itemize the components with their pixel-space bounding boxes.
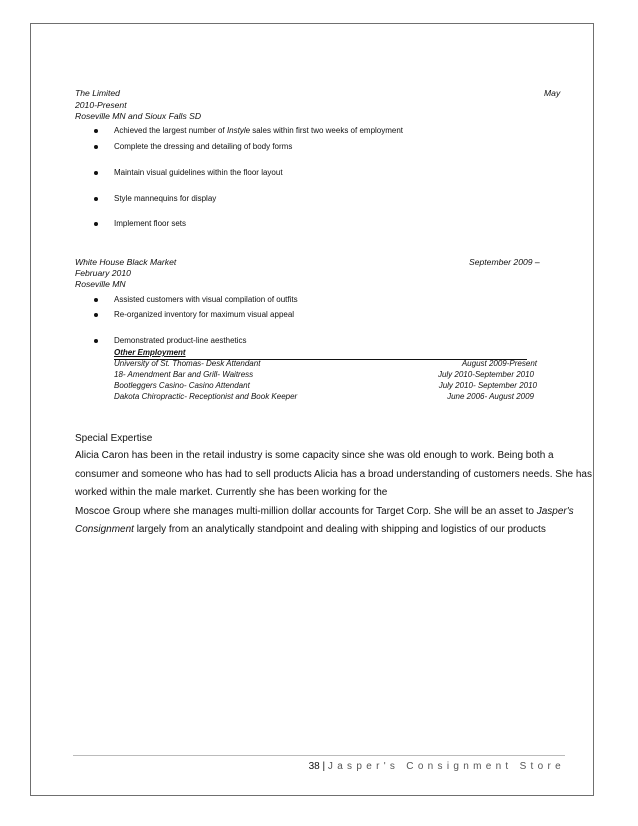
- special-line-3: worked within the male market. Currently she has been working for the: [75, 487, 388, 498]
- store-name: Jasper's Consignment Store: [327, 761, 565, 772]
- job1-bullet-3: Maintain visual guidelines within the floor layout: [114, 168, 283, 177]
- job2-employer: White House Black Market: [75, 257, 177, 267]
- oe-dates: June 2006- August 2009: [447, 392, 534, 401]
- special-line-5: Consignment largely from an analytically standpoint and dealing with shipping and logistics of our products: [75, 524, 546, 535]
- special-line-4: Moscoe Group where she manages multi-million dollar accounts for Target Corp. She will be an asset to Jasper's: [75, 506, 574, 517]
- bullet-icon: [94, 171, 98, 175]
- oe-role: Dakota Chiropractic- Receptionist and Book Keeper: [114, 392, 298, 401]
- other-employment-row: [114, 359, 537, 368]
- oe-dates: July 2010- September 2010: [438, 381, 537, 390]
- footer-separator: |: [322, 761, 326, 772]
- job2-date-end: February 2010: [75, 268, 131, 278]
- other-employment-row: [114, 370, 534, 379]
- other-employment-heading: Other Employment: [114, 348, 186, 357]
- oe-role: 18- Amendment Bar and Grill- Waitress: [114, 370, 254, 379]
- job1-location: Roseville MN and Sioux Falls SD: [75, 111, 202, 121]
- page-border: [30, 23, 594, 796]
- bullet-icon: [94, 129, 98, 133]
- other-employment-row: [114, 381, 537, 390]
- bullet-icon: [94, 197, 98, 201]
- special-line-2: consumer and someone who has had to sell products Alicia has a broad understanding of customers needs. She has: [75, 469, 592, 480]
- job1-bullet-4: Style mannequins for display: [114, 194, 217, 203]
- footer-rule: [73, 755, 565, 756]
- oe-dates: August 2009-Present: [461, 359, 537, 368]
- bullet-icon: [94, 298, 98, 302]
- page-footer: [309, 761, 565, 772]
- job2-date-start: September 2009 –: [469, 257, 540, 267]
- job1-date-start: May: [544, 88, 561, 98]
- job1-date-end: 2010-Present: [75, 100, 127, 110]
- job2-bullet-3: Demonstrated product-line aesthetics: [114, 336, 247, 345]
- oe-role: Bootleggers Casino- Casino Attendant: [114, 381, 250, 390]
- bullet-icon: [94, 145, 98, 149]
- special-expertise-heading: Special Expertise: [75, 433, 153, 444]
- special-line-1: Alicia Caron has been in the retail industry is some capacity since she was old enough to work. Being both a: [75, 450, 554, 461]
- oe-dates: July 2010-September 2010: [437, 370, 534, 379]
- job2-bullet-1: Assisted customers with visual compilation of outfits: [114, 295, 298, 304]
- oe-role: University of St. Thomas- Desk Attendant: [114, 359, 261, 368]
- page-number: 38: [308, 761, 320, 772]
- other-employment-row: [114, 392, 534, 401]
- job2-location: Roseville MN: [75, 279, 126, 289]
- job1-bullet-1: Achieved the largest number of Instyle sales within first two weeks of employment: [114, 126, 404, 135]
- job1-employer: The Limited: [75, 88, 120, 98]
- bullet-icon: [94, 313, 98, 317]
- job2-bullet-2: Re-organized inventory for maximum visual appeal: [114, 310, 295, 319]
- bullet-icon: [94, 339, 98, 343]
- bullet-icon: [94, 222, 98, 226]
- job1-bullet-2: Complete the dressing and detailing of body forms: [114, 142, 293, 151]
- job1-bullet-5: Implement floor sets: [114, 219, 187, 228]
